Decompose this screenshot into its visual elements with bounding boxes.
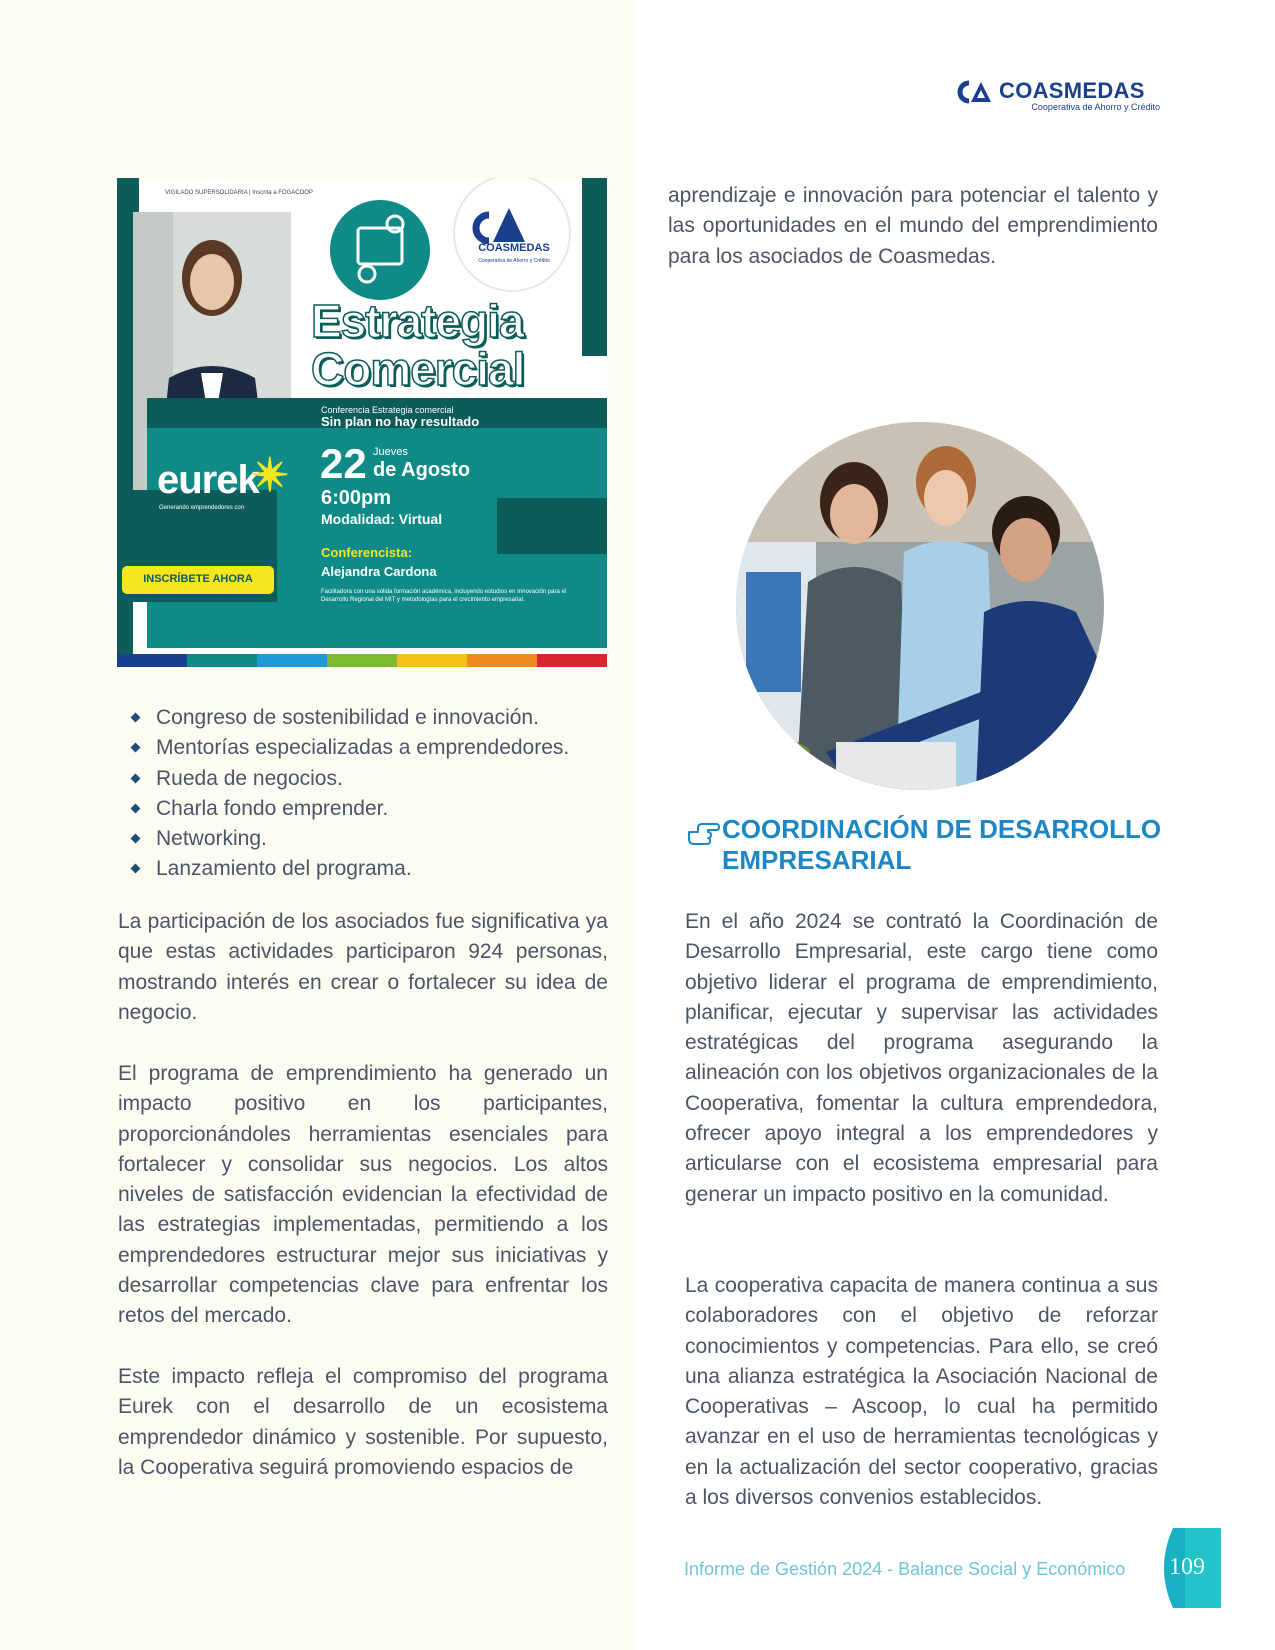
poster-weekday: Jueves: [373, 446, 408, 458]
list-item: Lanzamiento del programa.: [128, 854, 569, 884]
poster-logo-subtitle: Cooperativa de Ahorro y Crédito: [478, 258, 550, 264]
list-item: Rueda de negocios.: [128, 764, 569, 794]
coasmedas-logo-icon: [955, 80, 995, 104]
heading-line1: COORDINACIÓN DE DESARROLLO: [722, 814, 1162, 844]
poster-speaker-label: Conferencista:: [321, 545, 413, 560]
poster-brand-sub: Generando emprendedores con: [159, 505, 245, 511]
pointing-hand-icon: [686, 818, 720, 850]
page-number: 109: [1169, 1554, 1205, 1580]
poster-modality: Modalidad: Virtual: [321, 511, 443, 527]
list-item: Mentorías especializadas a emprendedores.: [128, 733, 569, 763]
left-paragraph-3: Este impacto refleja el compromiso del programa Eurek con el desarrollo de un ecosistema emprendedor dinámico y sostenible. Por supuesto, la Cooperativa seguirá promoviendo espacios de: [118, 1365, 608, 1479]
team-photo: [736, 422, 1104, 790]
section-heading: [722, 814, 1161, 876]
logo-subtitle: Cooperativa de Ahorro y Crédito: [1031, 102, 1160, 112]
list-item: Charla fondo emprender.: [128, 794, 569, 824]
poster-cta: INSCRÍBETE AHORA: [143, 573, 253, 585]
right-continuation-paragraph: aprendizaje e innovación para potenciar el talento y las oportunidades en el mundo del emprendimiento para los asociados de Coasmedas.: [668, 184, 1158, 268]
poster-top-strip: VIGILADO SUPERSOLIDARIA | Inscrita a FOGACOOP: [165, 190, 313, 196]
poster-speaker-bio: Facilitadora con una sólida formación académica, incluyendo estudios en Innovación para el Desarrollo Regional del MIT y metodologías para el crecimiento empresarial.: [321, 589, 567, 603]
poster-speaker-name: Alejandra Cardona: [321, 564, 437, 579]
poster-month: de Agosto: [373, 459, 471, 481]
coasmedas-logo: [955, 78, 1160, 114]
poster-conf-tagline: Sin plan no hay resultado: [321, 414, 480, 429]
right-paragraph-1: En el año 2024 se contrató la Coordinación de Desarrollo Empresarial, este cargo tiene como objetivo liderar el programa de emprendimiento, planificar, ejecutar y supervisar las actividades estratégicas del programa asegurando la alineación con los objetivos organizacionales de la Cooperativa, fomentar la cultura emprendedora, ofrecer apoyo integral a los emprendedores y articularse con el ecosistema empresarial para generar un impacto positivo en la comunidad.: [685, 910, 1158, 1206]
poster-title-line2: Comercial: [311, 343, 525, 395]
team-photo-image: [736, 422, 1104, 790]
poster-conf-label: Conferencia Estrategia comercial: [321, 405, 454, 415]
poster-time: 6:00pm: [321, 487, 392, 509]
list-item: Networking.: [128, 824, 569, 854]
logo-name: COASMEDAS: [999, 78, 1145, 103]
right-paragraph-2: La cooperativa capacita de manera continua a sus colaboradores con el objetivo de reforzar conocimientos y competencias. Para ello, se creó una alianza estratégica la Asociación Nacional de Cooperativas – Ascoop, lo cual ha permitido avanzar en el uso de herramientas tecnológicas y en la actualización del sector cooperativo, gracias a los diversos convenios establecidos.: [685, 1274, 1158, 1510]
activities-list: [128, 703, 569, 885]
poster-brand-mark: ✴: [251, 449, 290, 501]
poster-title-line1: Estrategia: [311, 295, 524, 347]
footer-text: Informe de Gestión 2024 - Balance Social y Económico: [684, 1559, 1126, 1579]
heading-line2: EMPRESARIAL: [722, 845, 912, 875]
poster-day-number: 22: [320, 440, 367, 487]
poster-brand: eurek: [157, 458, 259, 502]
list-item: Congreso de sostenibilidad e innovación.: [128, 703, 569, 733]
poster-logo-name: COASMEDAS: [478, 242, 550, 254]
left-paragraph-2: El programa de emprendimiento ha generado un impacto positivo en los participantes, proporcionándoles herramientas esenciales para fortalecer y consolidar sus negocios. Los altos niveles de satisfacción evidencian la efectividad de las estrategias implementadas, permitiendo a los emprendedores estructurar mejor sus iniciativas y desarrollar competencias clave para enfrentar los retos del mercado.: [118, 1062, 608, 1328]
event-poster: [117, 178, 607, 667]
left-paragraph-1: La participación de los asociados fue significativa ya que estas actividades participaron 924 personas, mostrando interés en crear o fortalecer su idea de negocio.: [118, 910, 608, 1024]
